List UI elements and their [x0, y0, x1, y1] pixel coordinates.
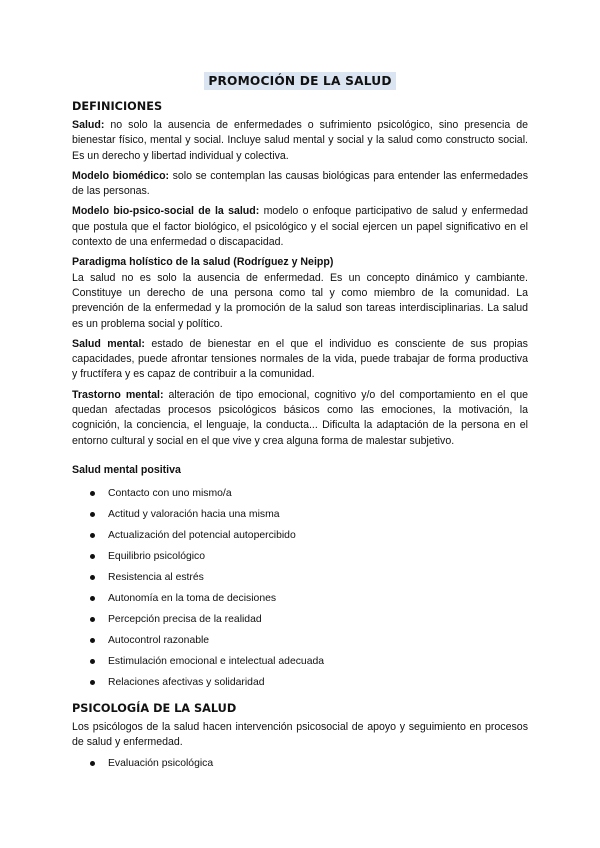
- document-page: [72, 70, 528, 783]
- def-biomedico: [72, 169, 528, 200]
- list-item: [72, 570, 528, 591]
- psicologia-text: Los psicólogos de la salud hacen intervención psicosocial de apoyo y seguimiento en procesos de salud y enfermedad.: [72, 720, 528, 749]
- bullet-icon: [90, 533, 95, 538]
- list-item-text: Autocontrol razonable: [108, 634, 210, 646]
- def-holistico-term: Paradigma holístico de la salud (Rodríguez y Neipp): [72, 256, 334, 269]
- list-item: [72, 756, 528, 777]
- def-salud: [72, 118, 528, 164]
- bullet-icon: [90, 596, 95, 601]
- list-item-text: Resistencia al estrés: [108, 571, 204, 583]
- def-salud-text: no solo la ausencia de enfermedades o sufrimiento psicológico, sino presencia de bienestar físico, mental y social. Incluye salud mental y social y la salud como constructo social. Es un derecho y libertad individual y colectiva.: [72, 119, 528, 162]
- bullet-icon: [90, 512, 95, 517]
- bullet-icon: [90, 491, 95, 496]
- def-biopsicosocial: [72, 204, 528, 250]
- def-salud-mental-term: Salud mental:: [72, 337, 145, 350]
- bullet-icon: [90, 554, 95, 559]
- list-item: [72, 654, 528, 675]
- list-item: [72, 612, 528, 633]
- bullet-icon: [90, 617, 95, 622]
- list-item-text: Contacto con uno mismo/a: [108, 487, 232, 499]
- list-item: [72, 633, 528, 654]
- list-item: [72, 549, 528, 570]
- positiva-heading: Salud mental positiva: [72, 463, 181, 476]
- def-biopsicosocial-text: modelo o enfoque participativo de salud y enfermedad que postula que el factor biológico, el psicológico y el social ejercen un papel significativo en el contexto de una enfermedad o discapacidad.: [72, 205, 529, 249]
- section-psicologia-heading: PSICOLOGÍA DE LA SALUD: [72, 701, 237, 715]
- list-item: [72, 528, 528, 549]
- def-trastorno: [72, 388, 528, 449]
- def-trastorno-term: Trastorno mental:: [72, 388, 164, 401]
- list-item-text: Estimulación emocional e intelectual adecuada: [108, 655, 325, 667]
- bullet-icon: [90, 680, 95, 685]
- list-item-text: Evaluación psicológica: [108, 757, 214, 769]
- list-item-text: Relaciones afectivas y solidaridad: [108, 676, 265, 688]
- bullet-icon: [90, 638, 95, 643]
- title-wrap: [72, 72, 528, 90]
- list-item-text: Percepción precisa de la realidad: [108, 613, 262, 625]
- def-trastorno-text: alteración de tipo emocional, cognitivo y/o del comportamiento en el que quedan afectadas procesos psicológicos básicos como las emociones, la motivación, la cognición, la conciencia, el lenguaje, la conducta... Dificulta la adaptación de la persona en el entorno cultural y social en el que vive y crea alguna forma de malestar subjetivo.: [72, 388, 528, 447]
- positiva-list: [72, 486, 528, 696]
- section-definiciones-heading: DEFINICIONES: [72, 100, 163, 113]
- def-biomedico-text: solo se contemplan las causas biológicas para entender las enfermedades de las personas.: [72, 169, 528, 198]
- def-holistico-text: La salud no es solo la ausencia de enfermedad. Es un concepto dinámico y cambiante. Constituye un derecho de una persona como tal y como miembro de la comunidad. La prevención de la enfermedad y la promoción de la salud son tareas interdisciplinarias. La salud es un problema social y político.: [72, 271, 528, 330]
- list-item-text: Actualización del potencial autopercibido: [108, 529, 296, 541]
- list-item: [72, 507, 528, 528]
- list-item-text: Autonomía en la toma de decisiones: [108, 592, 277, 604]
- def-salud-mental: [72, 337, 528, 383]
- def-salud-mental-text: estado de bienestar en el que el individuo es consciente de sus propias capacidades, puede afrontar tensiones normales de la vida, puede trabajar de forma productiva y fructífera y es capaz de contribuir a la comunidad.: [72, 337, 528, 381]
- list-item: [72, 591, 528, 612]
- list-item: [72, 486, 528, 507]
- def-biomedico-term: Modelo biomédico:: [72, 169, 170, 182]
- bullet-icon: [90, 659, 95, 664]
- list-item: [72, 675, 528, 696]
- bullet-icon: [90, 761, 95, 766]
- bullet-icon: [90, 575, 95, 580]
- def-biopsicosocial-term: Modelo bio-psico-social de la salud:: [72, 205, 260, 218]
- def-salud-term: Salud:: [72, 119, 105, 131]
- list-item-text: Equilibrio psicológico: [108, 550, 206, 562]
- list-item-text: Actitud y valoración hacia una misma: [108, 508, 280, 520]
- page-title: PROMOCIÓN DE LA SALUD: [204, 72, 395, 90]
- psicologia-list: [72, 756, 528, 777]
